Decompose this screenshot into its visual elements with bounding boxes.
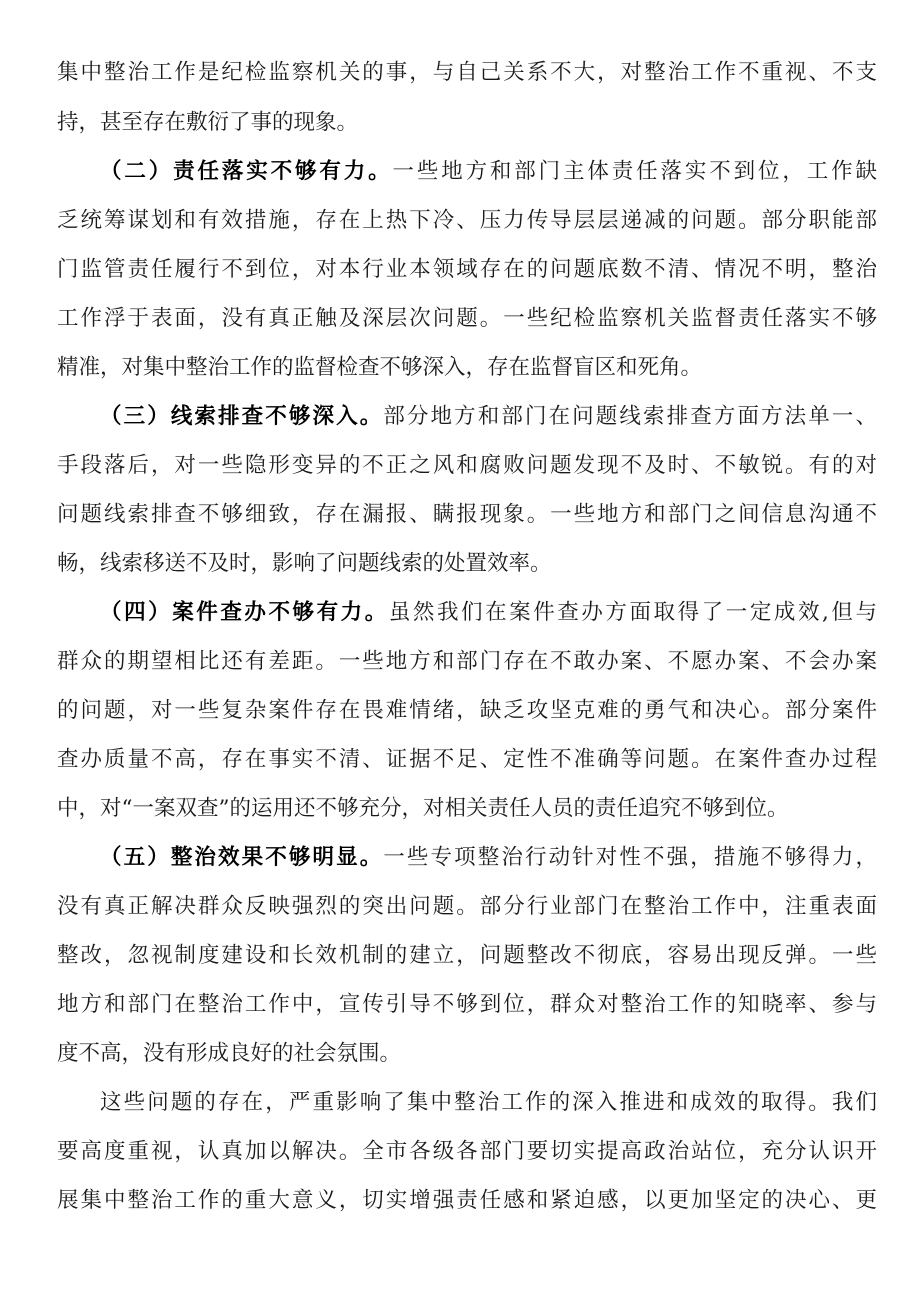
text-span: 一些专项整治行动针对性不强，措施不够得力，	[383, 845, 877, 870]
text-line: 门监管责任履行不到位，对本行业本领域存在的问题底数不清、情况不明，整治	[57, 257, 877, 282]
text-line: 乏统筹谋划和有效措施，存在上热下冷、压力传导层层递减的问题。部分职能部	[57, 208, 877, 233]
section-heading: （五）整治效果不够明显。	[100, 845, 384, 870]
text-line: 精准，对集中整治工作的监督检查不够深入，存在监督盲区和死角。	[57, 355, 703, 380]
text-line: 手段落后，对一些隐形变异的不正之风和腐败问题发现不及时、不敏锐。有的对	[57, 453, 877, 478]
text-line: 要高度重视，认真加以解决。全市各级各部门要切实提高政治站位，充分认识开	[57, 1139, 877, 1164]
text-line: 没有真正解决群众反映强烈的突出问题。部分行业部门在整治工作中，注重表面	[57, 894, 877, 919]
text-line: 工作浮于表面，没有真正触及深层次问题。一些纪检监察机关监督责任落实不够	[57, 306, 877, 331]
paragraph-first-line	[100, 152, 877, 192]
text-line: 查办质量不高，存在事实不清、证据不足、定性不准确等问题。在案件查办过程	[57, 747, 877, 772]
text-line: 群众的期望相比还有差距。一些地方和部门存在不敢办案、不愿办案、不会办案	[57, 649, 877, 674]
text-line: 中，对“一案双查”的运用还不够充分，对相关责任人员的责任追究不够到位。	[57, 796, 789, 821]
text-line: 问题线索排查不够细致，存在漏报、瞒报现象。一些地方和部门之间信息沟通不	[57, 502, 877, 527]
text-span: 虽然我们在案件查办方面取得了一定成效,但与	[388, 600, 877, 625]
text-line: 持，甚至存在敷衍了事的现象。	[57, 110, 359, 135]
text-line: 的问题，对一些复杂案件存在畏难情绪，缺乏攻坚克难的勇气和决心。部分案件	[57, 698, 877, 723]
text-line: 展集中整治工作的重大意义，切实增强责任感和紧迫感，以更加坚定的决心、更	[57, 1188, 877, 1213]
text-line: 集中整治工作是纪检监察机关的事，与自己关系不大，对整治工作不重视、不支	[57, 60, 877, 85]
text-line: 度不高，没有形成良好的社会氛围。	[57, 1041, 402, 1066]
text-line: 地方和部门在整治工作中，宣传引导不够到位，群众对整治工作的知晓率、参与	[57, 992, 877, 1017]
section-heading: （四）案件查办不够有力。	[100, 600, 389, 625]
text-span: 部分地方和部门在问题线索排查方面方法单一、	[383, 404, 877, 429]
section-heading: （三）线索排查不够深入。	[100, 404, 384, 429]
text-line: 整改，忽视制度建设和长效机制的建立，问题整改不彻底，容易出现反弹。一些	[57, 943, 877, 968]
text-span: 一些地方和部门主体责任落实不到位，工作缺	[392, 159, 877, 184]
section-heading: （二）责任落实不够有力。	[100, 159, 393, 184]
text-line: 畅，线索移送不及时，影响了问题线索的处置效率。	[57, 551, 552, 576]
paragraph-first-line: 这些问题的存在，严重影响了集中整治工作的深入推进和成效的取得。我们	[100, 1090, 877, 1115]
paragraph-first-line	[100, 838, 877, 878]
paragraph-first-line	[100, 397, 877, 437]
paragraph-first-line	[100, 593, 877, 633]
